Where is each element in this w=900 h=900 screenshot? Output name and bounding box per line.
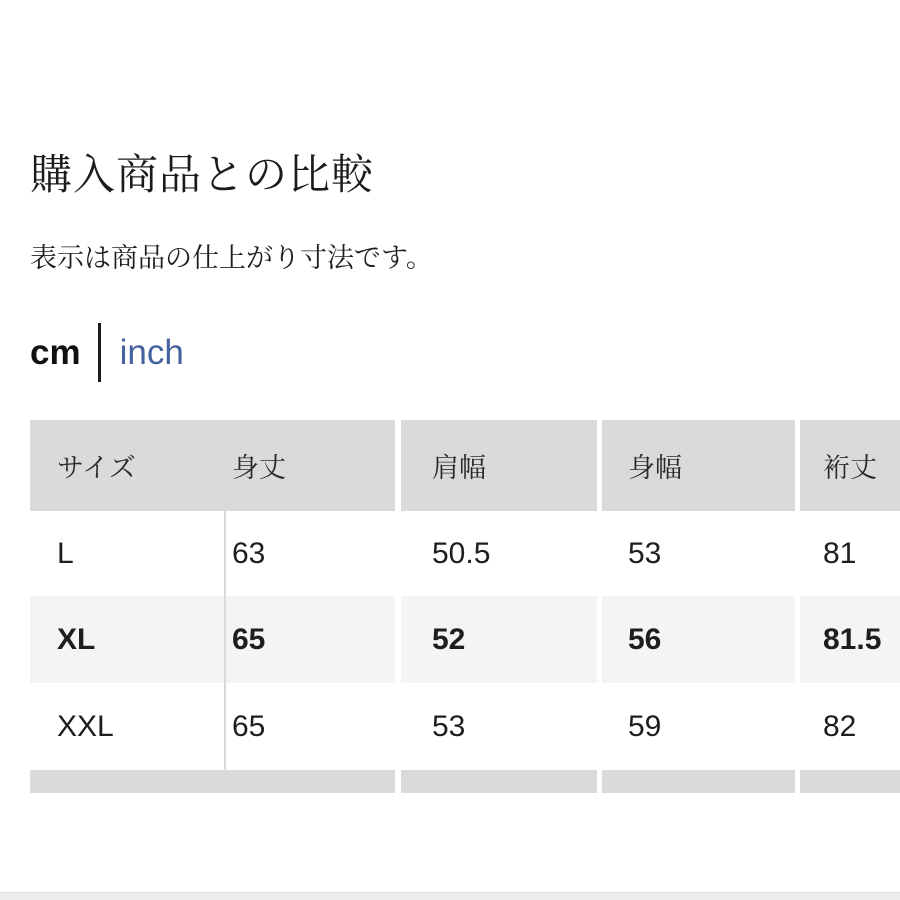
header-cell-sleeve-length: 裄丈 xyxy=(800,420,900,511)
shoulder-width-cell: 53 xyxy=(401,683,597,770)
footer-strip-segment xyxy=(401,770,597,793)
page-title: 購入商品との比較 xyxy=(30,151,375,198)
table-header-row xyxy=(30,420,900,511)
header-cell-shoulder-width: 肩幅 xyxy=(401,420,597,511)
body-length-cell: 63 xyxy=(226,511,395,596)
table-row-size-xxl xyxy=(30,683,900,770)
size-table[interactable] xyxy=(30,420,900,793)
footer-strip-segment xyxy=(30,770,224,793)
size-label-cell: XXL xyxy=(30,683,224,770)
sleeve-length-cell: 81.5 xyxy=(800,596,900,683)
body-length-cell: 65 xyxy=(226,683,395,770)
page-subtitle: 表示は商品の仕上がり寸法です。 xyxy=(30,243,433,273)
sleeve-length-cell: 82 xyxy=(800,683,900,770)
unit-toggle-divider xyxy=(98,323,101,382)
sleeve-length-cell: 81 xyxy=(800,511,900,596)
table-footer-strip xyxy=(30,770,900,793)
footer-strip-segment xyxy=(226,770,395,793)
shoulder-width-cell: 52 xyxy=(401,596,597,683)
unit-option-cm: cm xyxy=(30,332,81,372)
unit-option-inch-link[interactable]: inch xyxy=(119,332,184,372)
header-cell-size: サイズ xyxy=(30,420,224,511)
unit-toggle xyxy=(30,322,184,383)
body-width-cell: 56 xyxy=(602,596,795,683)
body-width-cell: 59 xyxy=(602,683,795,770)
table-row-size-l xyxy=(30,511,900,596)
table-row-size-xl-highlighted xyxy=(30,596,900,683)
header-cell-body-length: 身丈 xyxy=(226,420,395,511)
size-label-cell: L xyxy=(30,511,224,596)
body-width-cell: 53 xyxy=(602,511,795,596)
page-bottom-bar xyxy=(0,892,900,900)
footer-strip-segment xyxy=(800,770,900,793)
footer-strip-segment xyxy=(602,770,795,793)
shoulder-width-cell: 50.5 xyxy=(401,511,597,596)
header-cell-body-width: 身幅 xyxy=(602,420,795,511)
body-length-cell: 65 xyxy=(226,596,395,683)
size-label-cell: XL xyxy=(30,596,224,683)
